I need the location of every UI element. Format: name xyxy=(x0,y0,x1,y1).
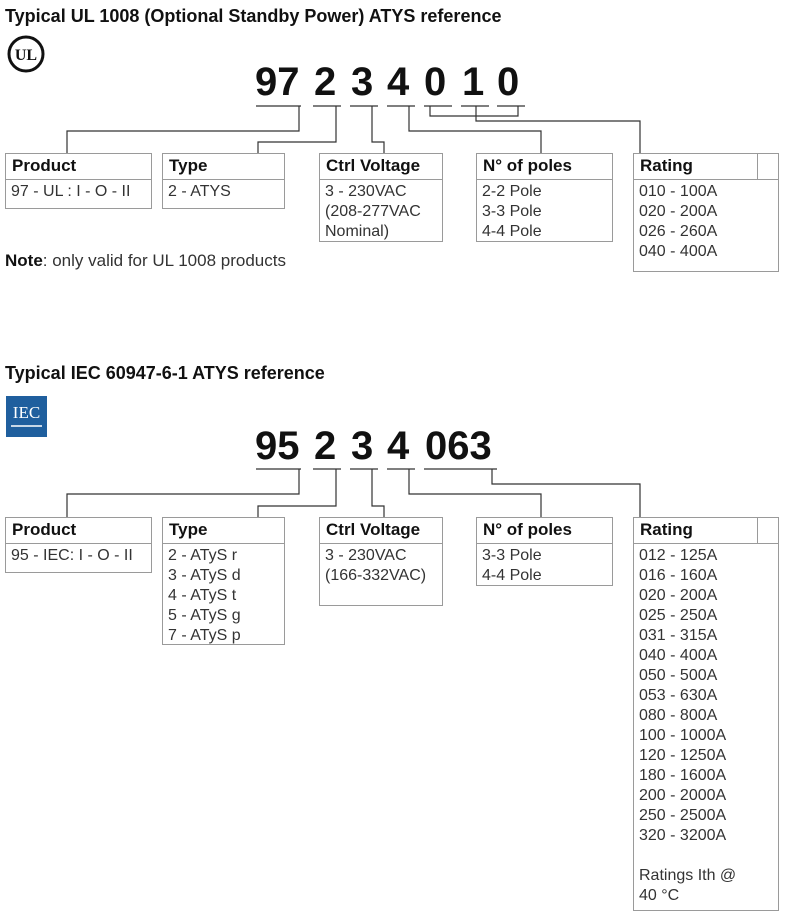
iec-product-line: 95 - IEC: I - O - II xyxy=(11,547,133,564)
iec-poles-header: N° of poles xyxy=(483,520,572,539)
iec-rating-line: 100 - 1000A xyxy=(639,727,727,744)
ul-voltage-line: 3 - 230VAC xyxy=(325,183,407,200)
iec-poles-box xyxy=(476,517,613,586)
ul-type-header: Type xyxy=(169,156,208,175)
ul-rating-line: 010 - 100A xyxy=(639,183,718,200)
ul-code-part-product: 97 xyxy=(255,60,300,104)
iec-type-line: 3 - ATyS d xyxy=(168,567,241,584)
ul-code-part-rating-2: 1 xyxy=(462,60,485,104)
iec-rating-line: 200 - 2000A xyxy=(639,787,727,804)
ul-code-part-poles: 4 xyxy=(387,60,410,104)
ul-voltage-header: Ctrl Voltage xyxy=(326,156,421,175)
ul-product-line: 97 - UL : I - O - II xyxy=(11,183,131,200)
iec-rating-note: 40 °C xyxy=(639,887,680,904)
iec-code-part-voltage: 3 xyxy=(351,424,374,468)
iec-rating-header: Rating xyxy=(640,520,693,539)
ul-note-label: Note xyxy=(5,251,43,270)
iec-rating-line: 053 - 630A xyxy=(639,687,718,704)
iec-rating-line: 080 - 800A xyxy=(639,707,718,724)
iec-rating-line: 040 - 400A xyxy=(639,647,718,664)
iec-voltage-header: Ctrl Voltage xyxy=(326,520,421,539)
iec-voltage-line: (166-332VAC) xyxy=(325,567,427,584)
iec-type-line: 2 - ATyS r xyxy=(168,547,238,564)
iec-rating-line: 250 - 2500A xyxy=(639,807,727,824)
ul-note-text: : only valid for UL 1008 products xyxy=(42,251,286,270)
iec-voltage-box xyxy=(319,517,443,606)
iec-type-line: 7 - ATyS p xyxy=(168,627,241,644)
iec-type-line: 5 - ATyS g xyxy=(168,607,241,624)
iec-rating-line: 180 - 1600A xyxy=(639,767,727,784)
ul-type-line: 2 - ATYS xyxy=(168,183,231,200)
iec-rating-line: 012 - 125A xyxy=(639,547,718,564)
iec-rating-line: 050 - 500A xyxy=(639,667,718,684)
ul-product-header: Product xyxy=(12,156,77,175)
ul-rating-line: 040 - 400A xyxy=(639,243,718,260)
iec-type-header: Type xyxy=(169,520,208,539)
ul-section-title: Typical UL 1008 (Optional Standby Power) ATYS reference xyxy=(5,6,502,26)
ul-poles-line: 4-4 Pole xyxy=(482,223,542,240)
ul-code-part-rating-3: 0 xyxy=(497,60,520,104)
iec-code-part-type: 2 xyxy=(314,424,337,468)
ul-logo-text: UL xyxy=(14,47,38,64)
iec-code-part-rating: 063 xyxy=(425,424,492,468)
iec-code-part-poles: 4 xyxy=(387,424,410,468)
iec-rating-line: 016 - 160A xyxy=(639,567,718,584)
iec-rating-spacer xyxy=(639,846,778,866)
iec-code-part-product: 95 xyxy=(255,424,300,468)
ul-code-part-type: 2 xyxy=(314,60,337,104)
ul-voltage-line: (208-277VAC xyxy=(325,203,421,220)
iec-section-title: Typical IEC 60947-6-1 ATYS reference xyxy=(5,363,325,383)
iec-rating-box xyxy=(633,517,779,911)
iec-type-box xyxy=(162,517,285,645)
iec-rating-line: 120 - 1250A xyxy=(639,747,727,764)
ul-poles-line: 2-2 Pole xyxy=(482,183,542,200)
ul-code-part-voltage: 3 xyxy=(351,60,374,104)
ul-rating-line: 020 - 200A xyxy=(639,203,718,220)
iec-type-line: 4 - ATyS t xyxy=(168,587,237,604)
iec-product-box xyxy=(5,517,152,573)
ul-rating-line: 026 - 260A xyxy=(639,223,718,240)
iec-rating-note: Ratings Ith @ xyxy=(639,867,737,884)
ul-poles-line: 3-3 Pole xyxy=(482,203,542,220)
iec-voltage-line: 3 - 230VAC xyxy=(325,547,407,564)
iec-rating-line: 031 - 315A xyxy=(639,627,718,644)
iec-poles-line: 3-3 Pole xyxy=(482,547,542,564)
iec-rating-line: 025 - 250A xyxy=(639,607,718,624)
ul-rating-header: Rating xyxy=(640,156,693,175)
iec-poles-line: 4-4 Pole xyxy=(482,567,542,584)
iec-logo-text: IEC xyxy=(12,403,41,422)
iec-rating-line: 020 - 200A xyxy=(639,587,718,604)
ul-voltage-line: Nominal) xyxy=(325,223,390,240)
iec-product-header: Product xyxy=(12,520,77,539)
ul-code-part-rating-1: 0 xyxy=(424,60,447,104)
iec-rating-line: 320 - 3200A xyxy=(639,827,727,844)
ul-poles-header: N° of poles xyxy=(483,156,572,175)
